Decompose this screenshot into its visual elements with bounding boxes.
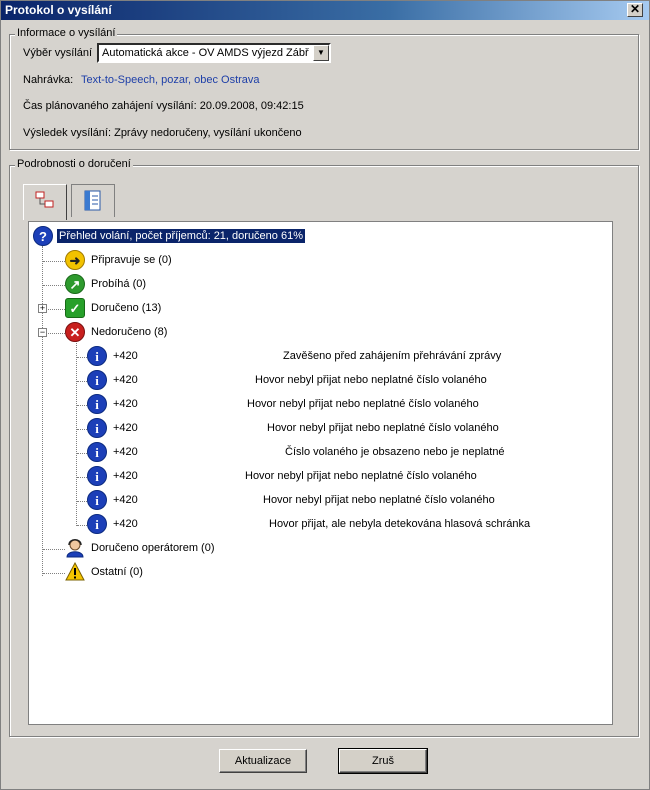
dropdown-button[interactable] <box>313 45 329 61</box>
call-number: +420 <box>113 518 138 530</box>
tab-list-view[interactable] <box>71 184 115 217</box>
info-icon: i <box>87 466 107 486</box>
operator-icon <box>65 538 85 558</box>
tree-item-label: Ostatní (0) <box>91 566 143 578</box>
call-reason: Hovor nebyl přijat nebo neplatné číslo volaného <box>245 470 477 482</box>
planned-start-text: Čas plánovaného zahájení vysílání: 20.09.2008, 09:42:15 <box>23 100 304 112</box>
broadcast-select[interactable] <box>97 43 331 63</box>
broadcast-select-value: Automatická akce - OV AMDS výjezd Zábř <box>102 47 309 59</box>
select-label: Výběr vysílání <box>23 47 93 59</box>
tree-item-label: Doručeno (13) <box>91 302 162 314</box>
call-number: +420 <box>113 398 138 410</box>
tree-item-label: Připravuje se (0) <box>91 254 172 266</box>
call-reason: Hovor nebyl přijat nebo neplatné číslo volaného <box>263 494 495 506</box>
undelivered-call-item[interactable] <box>87 418 607 440</box>
collapse-icon[interactable]: − <box>39 327 46 337</box>
info-icon: i <box>87 394 107 414</box>
error-x-icon: ✕ <box>65 322 85 342</box>
question-icon: ? <box>33 226 53 246</box>
refresh-button[interactable]: Aktualizace <box>219 749 307 773</box>
recording-value: Text-to-Speech, pozar, obec Ostrava <box>81 74 260 86</box>
cancel-button[interactable]: Zruš <box>339 749 427 773</box>
tree-item-label: Nedoručeno (8) <box>91 326 168 338</box>
info-icon: i <box>87 514 107 534</box>
undelivered-call-item[interactable] <box>87 346 607 368</box>
tree-line <box>43 261 65 262</box>
call-reason: Hovor nebyl přijat nebo neplatné číslo volaného <box>247 398 479 410</box>
undelivered-call-item[interactable] <box>87 370 607 392</box>
call-number: +420 <box>113 422 138 434</box>
undelivered-call-item[interactable] <box>87 466 607 488</box>
recording-label: Nahrávka: <box>23 74 74 86</box>
undelivered-call-item[interactable] <box>87 514 607 536</box>
close-icon: ✕ <box>629 2 641 16</box>
call-reason: Číslo volaného je obsazeno nebo je neplatné <box>285 446 505 458</box>
expand-icon[interactable]: + <box>39 303 46 313</box>
call-reason: Zavěšeno před zahájením přehrávání zprávy <box>283 350 502 362</box>
info-icon: i <box>87 370 107 390</box>
close-button[interactable] <box>627 3 643 17</box>
tree-line <box>43 549 65 550</box>
tree-root-label: Přehled volání, počet příjemců: 21, doručeno 61% <box>59 230 303 242</box>
tree-line <box>76 340 77 526</box>
undelivered-call-item[interactable] <box>87 442 607 464</box>
call-reason: Hovor přijat, ale nebyla detekována hlasová schránka <box>269 518 531 530</box>
undelivered-call-item[interactable] <box>87 490 607 512</box>
tree-view-icon <box>35 191 55 211</box>
call-number: +420 <box>113 446 138 458</box>
tree-line <box>42 246 43 576</box>
undelivered-call-item[interactable] <box>87 394 607 416</box>
call-number: +420 <box>113 470 138 482</box>
info-icon: i <box>87 418 107 438</box>
call-number: +420 <box>113 374 138 386</box>
call-reason: Hovor nebyl přijat nebo neplatné číslo volaného <box>255 374 487 386</box>
chevron-down-icon: ▼ <box>317 48 325 57</box>
arrow-right-icon: ➜ <box>65 250 85 270</box>
tree-line <box>43 573 65 574</box>
result-text: Výsledek vysílání: Zprávy nedoručeny, vysílání ukončeno <box>23 127 302 139</box>
info-icon: i <box>87 346 107 366</box>
details-group-legend: Podrobnosti o doručení <box>17 158 131 170</box>
info-icon: i <box>87 490 107 510</box>
info-icon: i <box>87 442 107 462</box>
running-icon: ↗ <box>65 274 85 294</box>
title-bar[interactable] <box>1 1 649 20</box>
call-number: +420 <box>113 350 138 362</box>
window-title: Protokol o vysílání <box>5 3 112 17</box>
warning-icon <box>65 562 85 582</box>
delivery-tree[interactable] <box>28 221 613 725</box>
tree-line <box>43 285 65 286</box>
call-number: +420 <box>113 494 138 506</box>
call-reason: Hovor nebyl přijat nebo neplatné číslo volaného <box>267 422 499 434</box>
tree-item-label: Doručeno operátorem (0) <box>91 542 215 554</box>
list-view-icon <box>83 190 103 212</box>
tab-tree-view[interactable] <box>23 184 67 220</box>
checkmark-icon: ✓ <box>65 298 85 318</box>
tree-item-label: Probíhá (0) <box>91 278 147 290</box>
info-group-legend: Informace o vysílání <box>17 27 116 39</box>
